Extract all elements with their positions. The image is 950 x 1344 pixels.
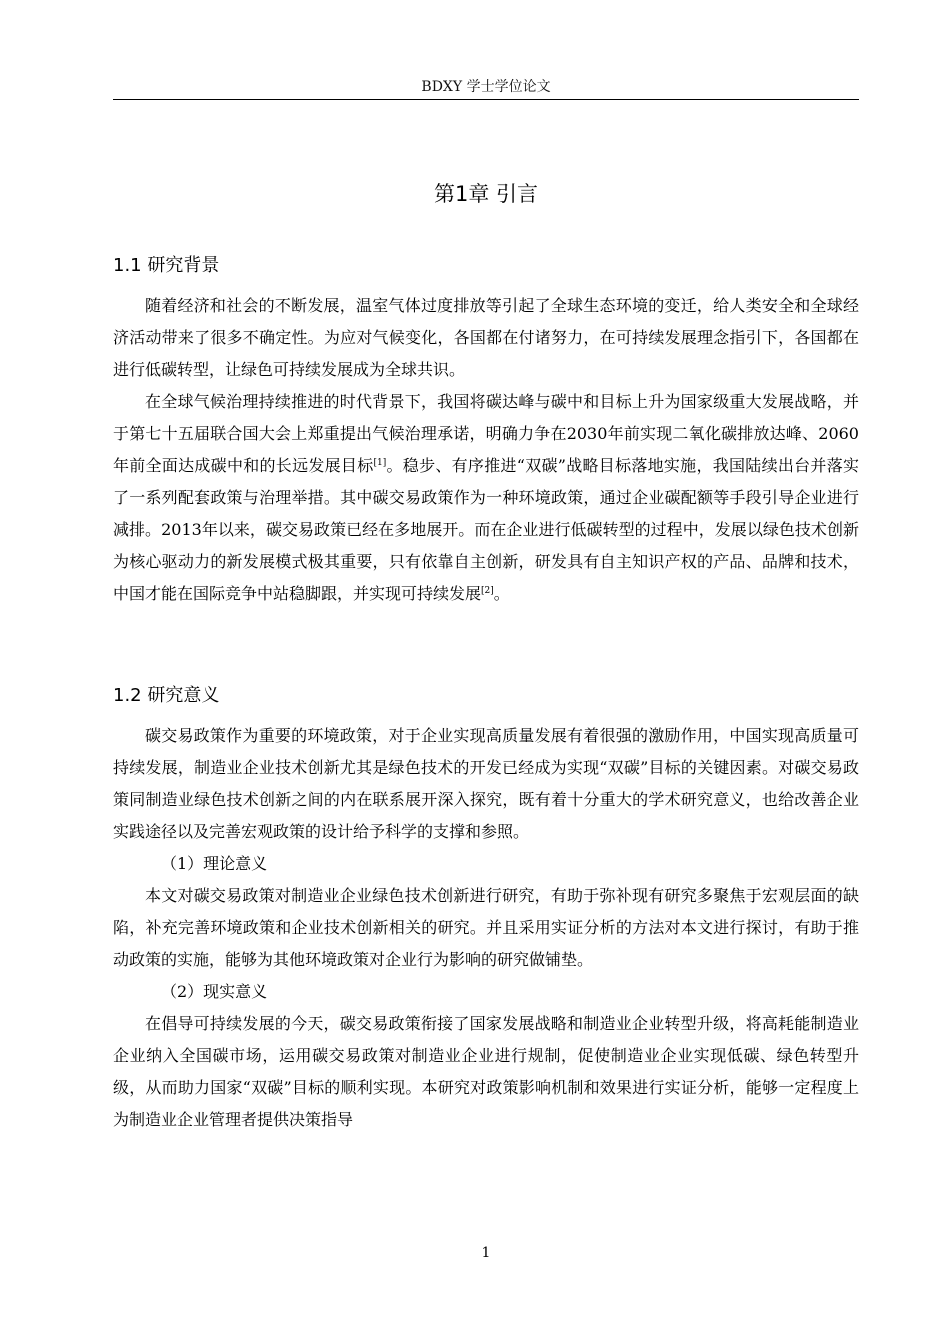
running-header: BDXY 学士学位论文 [421, 79, 551, 95]
section-heading-background: 1.1 研究背景 [113, 255, 220, 276]
section-heading-significance: 1.2 研究意义 [113, 685, 220, 706]
paragraph: 碳交易政策作为重要的环境政策，对于企业实现高质量发展有着很强的激励作用，中国实现高质量可持续发展，制造业企业技术创新尤其是绿色技术的开发已经成为实现“双碳”目标的关键因素。对碳交易政策同制造业绿色技术创新之间的内在联系展开深入探究，既有着十分重大的学术研究意义，也给改善企业实践途径以及完善宏观政策的设计给予科学的支撑和参照。 [113, 726, 859, 841]
paragraph [113, 386, 859, 610]
paragraph-text: 。 [493, 584, 510, 603]
section-body-background [113, 290, 859, 610]
section-body-significance [113, 720, 859, 1136]
chapter-title: 第1章 引言 [433, 182, 539, 206]
citation-ref: [2] [481, 586, 494, 596]
subheading-practice: （2）现实意义 [161, 982, 268, 1001]
page-number: 1 [481, 1245, 491, 1261]
paragraph: 随着经济和社会的不断发展，温室气体过度排放等引起了全球生态环境的变迁，给人类安全和全球经济活动带来了很多不确定性。为应对气候变化，各国都在付诸努力，在可持续发展理念指引下，各国都在进行低碳转型，让绿色可持续发展成为全球共识。 [113, 296, 859, 379]
paragraph-text: 在全球气候治理持续推进的时代背景下，我国将碳达峰与碳中和目标上升为国家级重大发展战略，并于第七十五届联合国大会上郑重提出气候治理承诺，明确力争在2030年前实现二氧化碳排放达峰、2060年前全面达成碳中和的长远发展目标 [113, 392, 859, 475]
paragraph-text: 。稳步、有序推进“双碳”战略目标落地实施，我国陆续出台并落实了一系列配套政策与治理举措。其中碳交易政策作为一种环境政策，通过企业碳配额等手段引导企业进行减排。2013年以来，碳交易政策已经在多地展开。而在企业进行低碳转型的过程中，发展以绿色技术创新为核心驱动力的新发展模式极其重要，只有依靠自主创新，研发具有自主知识产权的产品、品牌和技术，中国才能在国际竞争中站稳脚跟，并实现可持续发展 [113, 456, 859, 603]
subheading-theory: （1）理论意义 [161, 854, 268, 873]
paragraph: 本文对碳交易政策对制造业企业绿色技术创新进行研究，有助于弥补现有研究多聚焦于宏观层面的缺陷，补充完善环境政策和企业技术创新相关的研究。并且采用实证分析的方法对本文进行探讨，有助于推动政策的实施，能够为其他环境政策对企业行为影响的研究做铺垫。 [113, 886, 859, 969]
citation-ref: [1] [373, 458, 387, 468]
paragraph: 在倡导可持续发展的今天，碳交易政策衔接了国家发展战略和制造业企业转型升级，将高耗能制造业企业纳入全国碳市场，运用碳交易政策对制造业企业进行规制，促使制造业企业实现低碳、绿色转型升级，从而助力国家“双碳”目标的顺利实现。本研究对政策影响机制和效果进行实证分析，能够一定程度上为制造业企业管理者提供决策指导 [113, 1014, 859, 1129]
header-rule [113, 99, 859, 100]
